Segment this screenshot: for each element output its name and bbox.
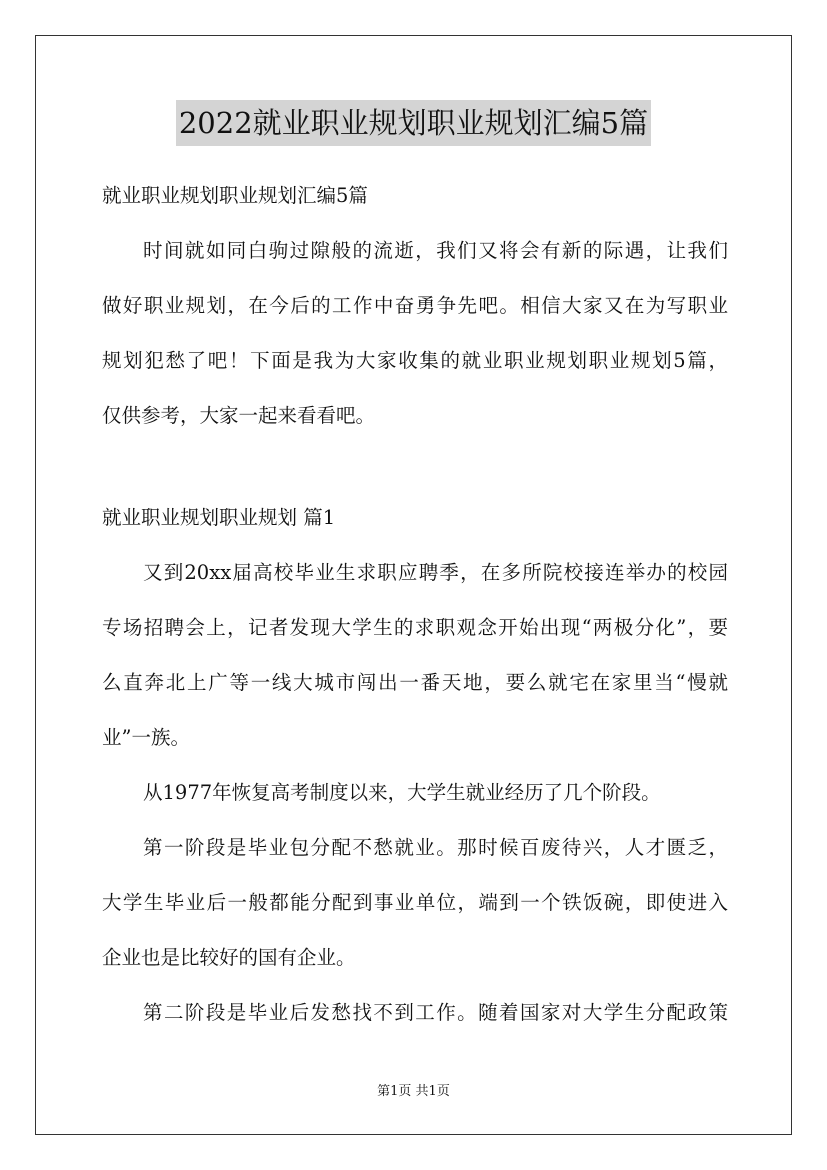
paragraph-line: 时间就如同白驹过隙般的流逝，我们又将会有新的际遇，让我们	[143, 239, 728, 262]
document-body	[102, 172, 728, 1036]
paragraph-line: 从1977年恢复高考制度以来，大学生就业经历了几个阶段。	[143, 781, 661, 804]
paragraph-line: 么直奔北上广等一线大城市闯出一番天地，要么就宅在家里当“慢就	[102, 671, 728, 694]
paragraph-line: 业”一族。	[102, 726, 190, 749]
document-title: 2022就业职业规划职业规划汇编5篇	[176, 100, 651, 146]
page-footer	[0, 1083, 827, 1101]
paragraph-line: 企业也是比较好的国有企业。	[102, 946, 356, 969]
paragraph-line: 大学生毕业后一般都能分配到事业单位，端到一个铁饭碗，即使进入	[102, 891, 728, 914]
paragraph-line: 第一阶段是毕业包分配不愁就业。那时候百废待兴，人才匮乏，	[143, 836, 728, 859]
paragraph-line: 仅供参考，大家一起来看看吧。	[102, 404, 376, 427]
paragraph-line: 又到20xx届高校毕业生求职应聘季，在多所院校接连举办的校园	[143, 561, 728, 584]
paragraph-line: 专场招聘会上，记者发现大学生的求职观念开始出现“两极分化”，要	[102, 616, 728, 639]
paragraph-line: 规划犯愁了吧！下面是我为大家收集的就业职业规划职业规划5篇，	[102, 349, 728, 372]
subtitle-line: 就业职业规划职业规划汇编5篇	[102, 184, 368, 207]
paragraph-line: 做好职业规划，在今后的工作中奋勇争先吧。相信大家又在为写职业	[102, 294, 728, 317]
title-container	[0, 100, 827, 146]
page-number-label: 第1页 共1页	[377, 1084, 450, 1099]
paragraph-line: 第二阶段是毕业后发愁找不到工作。随着国家对大学生分配政策	[143, 1001, 728, 1024]
section-heading: 就业职业规划职业规划 篇1	[102, 506, 336, 529]
